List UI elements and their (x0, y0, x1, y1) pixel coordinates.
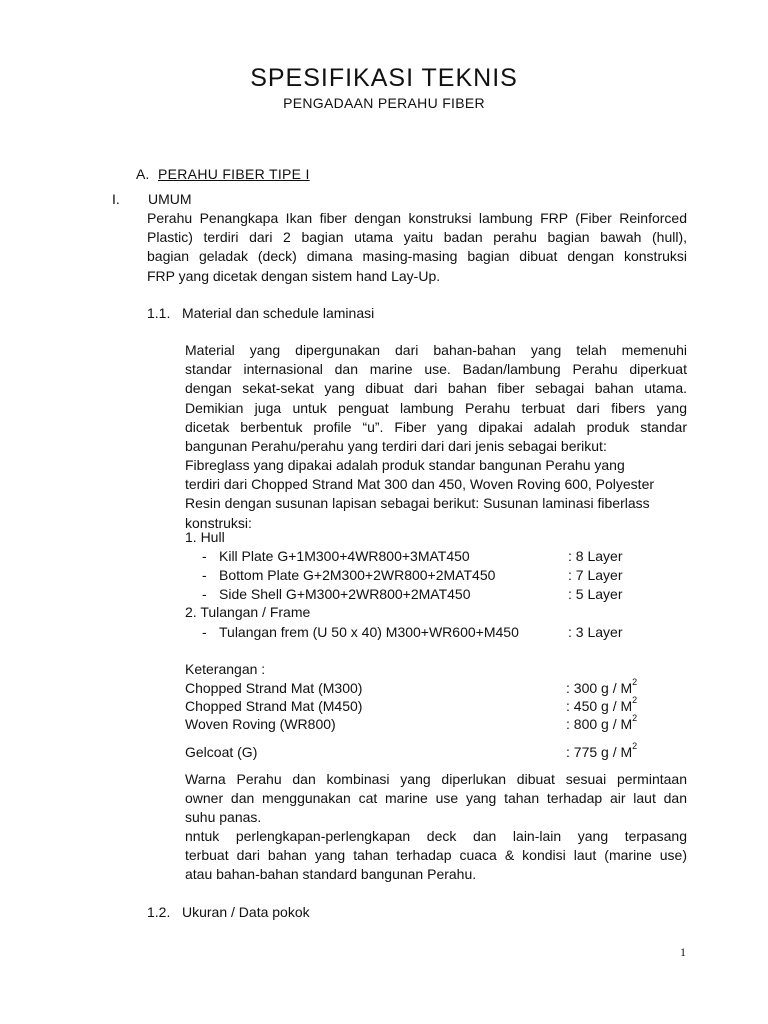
subsection-1-2-heading: Ukuran / Data pokok (182, 904, 310, 920)
nntuk-line: atau bahan-bahan standard bangunan Perahu. (185, 866, 477, 883)
keterangan-item-value (566, 715, 637, 734)
section-a-marker: A. (136, 166, 150, 182)
unit-superscript: 2 (632, 695, 638, 706)
fibreglass-line: konstruksi: (185, 514, 252, 531)
fibreglass-line: terdiri dari Chopped Strand Mat 300 dan 450, Woven Roving 600, Polyester (185, 476, 655, 493)
umum-line: bagian geladak (deck) dimana masing-masing bagian dibuat dengan konstruksi (147, 248, 687, 265)
hull-item-dash: - (202, 548, 207, 564)
page-number: 1 (680, 945, 686, 959)
hull-item-layer-value: : 5 Layer (568, 586, 623, 602)
fibreglass-line: Fibreglass yang dipakai adalah produk standar bangunan Perahu yang (185, 457, 625, 473)
fibreglass-paragraph (185, 456, 654, 533)
material-line: dengan sekat-sekat yang dibuat dari bahan fiber sebagai bahan utama. (185, 380, 687, 397)
umum-line: FRP yang dicetak dengan sistem hand Lay-Up. (147, 267, 441, 284)
material-line: Demikian juga untuk penguat lambung Perahu terbuat dari fibers yang (185, 399, 687, 416)
keterangan-value-text: : 775 g / M (566, 744, 633, 760)
tulangan-item-layer-value: : 3 Layer (568, 624, 623, 640)
keterangan-value-text: : 800 g / M (566, 716, 633, 732)
section-i-marker: I. (112, 191, 120, 207)
keterangan-item-name: Gelcoat (G) (185, 744, 258, 760)
hull-item-layer-value: : 7 Layer (568, 567, 623, 583)
material-line: Material yang dipergunakan dari bahan-bahan yang telah memenuhi (185, 342, 687, 358)
unit-superscript: 2 (632, 713, 638, 724)
keterangan-item-value (566, 743, 637, 762)
nntuk-line: terbuat dari bahan yang tahan terhadap cuaca & kondisi laut (marine use) (185, 847, 687, 864)
keterangan-item-name: Chopped Strand Mat (M300) (185, 680, 363, 696)
keterangan-value-text: : 450 g / M (566, 698, 633, 714)
umum-paragraph (147, 209, 687, 286)
nntuk-paragraph (185, 827, 687, 885)
section-i-heading: UMUM (148, 191, 192, 207)
subsection-1-1-number: 1.1. (147, 305, 171, 321)
tulangan-item-dash: - (202, 624, 207, 640)
hull-item-layer-value: : 8 Layer (568, 548, 623, 564)
umum-line: Plastic) terdiri dari 2 bagian utama yaitu badan perahu bagian bawah (hull), (147, 229, 687, 246)
unit-superscript: 2 (632, 741, 638, 752)
umum-line: Perahu Penangkapa Ikan fiber dengan konstruksi lambung FRP (Fiber Reinforced (147, 210, 687, 226)
keterangan-item-name: Woven Roving (WR800) (185, 716, 336, 732)
material-line: standar internasional dan marine use. Badan/lambung Perahu diperkuat (185, 361, 687, 378)
material-line: dicetak berbentuk profile “u”. Fiber yang dipakai adalah produk standar (185, 418, 687, 435)
keterangan-item-name: Chopped Strand Mat (M450) (185, 698, 363, 714)
keterangan-value-text: : 300 g / M (566, 680, 633, 696)
unit-superscript: 2 (632, 677, 638, 688)
fibreglass-line: Resin dengan susunan lapisan sebagai berikut: Susunan laminasi fiberlass (185, 495, 650, 512)
section-a-heading: PERAHU FIBER TIPE I (158, 166, 310, 182)
hull-item-dash: - (202, 586, 207, 602)
warna-line: Warna Perahu dan kombinasi yang diperlukan dibuat sesuai permintaan (185, 771, 687, 787)
keterangan-item-value (566, 679, 637, 698)
tulangan-heading: 2. Tulangan / Frame (185, 604, 311, 620)
subsection-1-1-heading: Material dan schedule laminasi (182, 305, 375, 321)
document-title: SPESIFIKASI TEKNIS (250, 64, 518, 92)
nntuk-line: nntuk perlengkapan-perlengkapan deck dan lain-lain yang terpasang (185, 828, 687, 844)
warna-line: owner dan menggunakan cat marine use yang tahan terhadap air laut dan (185, 790, 687, 807)
warna-line: suhu panas. (185, 809, 262, 826)
hull-item-kill-plate: Kill Plate G+1M300+4WR800+3MAT450 (219, 548, 470, 564)
keterangan-item-value (566, 697, 637, 716)
tulangan-item-frem: Tulangan frem (U 50 x 40) M300+WR600+M450 (219, 624, 519, 640)
subsection-1-2-number: 1.2. (147, 904, 171, 920)
hull-item-side-shell: Side Shell G+M300+2WR800+2MAT450 (219, 586, 471, 602)
document-subtitle: PENGADAAN PERAHU FIBER (283, 95, 485, 111)
warna-paragraph (185, 770, 687, 828)
hull-item-dash: - (202, 567, 207, 583)
hull-item-bottom-plate: Bottom Plate G+2M300+2WR800+2MAT450 (219, 567, 496, 583)
keterangan-heading: Keterangan : (185, 661, 266, 677)
material-line: bangunan Perahu/perahu yang terdiri dari dari jenis sebagai berikut: (185, 438, 607, 455)
hull-heading: 1. Hull (185, 529, 225, 545)
material-paragraph (185, 341, 687, 456)
